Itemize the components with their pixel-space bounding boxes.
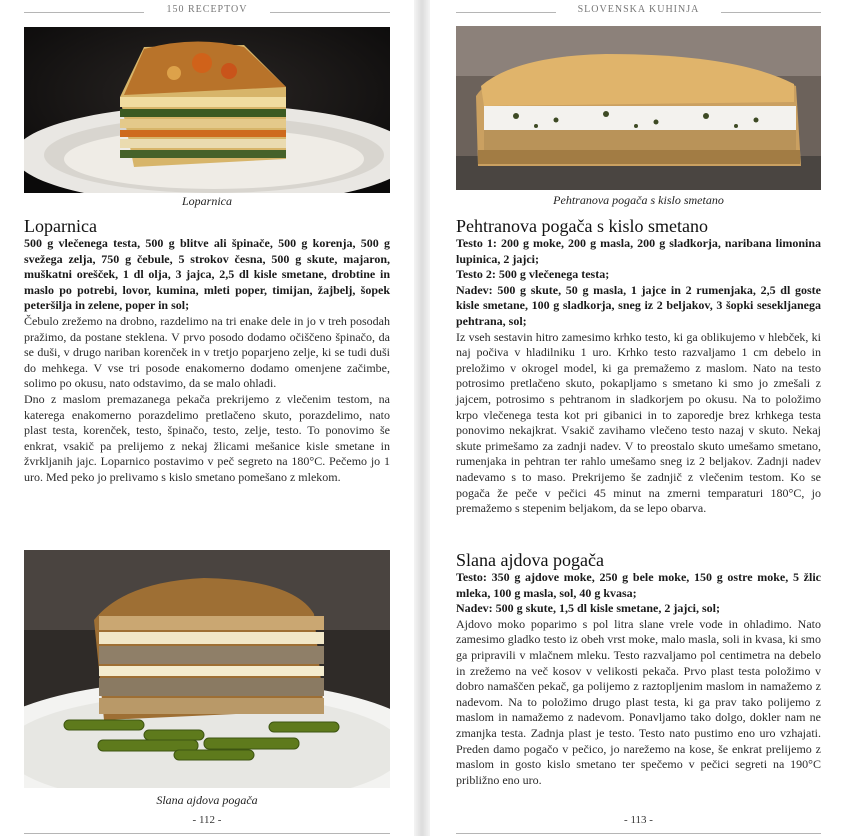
recipe-ingredients: Nadev: 500 g skute, 50 g masla, 1 jajce in 2 rumenjaka, 2,5 dl goste kisle smetane, 100 g sladkorja, sneg iz 2 beljakov, 3 šopki sesekljanega pehtrana, sol; [456, 282, 821, 328]
ajdova-pogaca-illustration [24, 550, 390, 788]
pehtranova-pogaca-photo [456, 26, 821, 190]
footer-rule-left [24, 833, 390, 834]
page-number-right: - 113 - [624, 814, 653, 826]
loparnica-illustration [24, 27, 390, 193]
recipe-ingredients: Testo 2: 500 g vlečenega testa; [456, 267, 610, 282]
ajdova-pogaca-caption: Slana ajdova pogača [156, 793, 258, 807]
loparnica-photo [24, 27, 390, 193]
recipe-ingredients: Testo 1: 200 g moke, 200 g masla, 200 g sladkorja, naribana limonina lupinica, 2 jajci; [456, 236, 821, 266]
running-head-text: SLOVENSKA KUHINJA [577, 4, 700, 15]
recipe-method: Čebulo zrežemo na drobno, razdelimo na tri enake dele in jo v treh posodah pražimo, da postane steklena. V prvo posodo dodamo očiščeno špinačo, da se duši, v drugo nariban korenček in v tretjo poparjeno zelje, ki se tudi duši do mehkega. V vse tri posode enakomerno dodamo omenjene začimbe, solimo po okusu, nato odstavimo, da se malo ohladi. [24, 313, 390, 391]
recipe-slana-ajdova-pogaca [456, 550, 821, 788]
ajdova-pogaca-photo [24, 550, 390, 788]
page-number-left: - 112 - [192, 814, 222, 826]
running-head-right [456, 4, 821, 22]
recipe-method: Iz vseh sestavin hitro zamesimo krhko testo, ki ga oblikujemo v hlebček, ki naj počiva v hladilniku 1 uro. Krhko testo razvaljamo 1 cm debelo in preložimo v okrogel model, ki ga premažemo z maslom. Nato na testo potrosimo pretlačeno skuto, pokapljamo s smetano ki smo jo zmešali z jajcem, potrosimo s pehtranom in sladkorjem po okusu. Na to položimo krpo vlečenega testa kot pri gibanici in to zaporedje brez krhkega testa ponovimo nekajkrat. Vsakič zavihamo vlečeno testo nazaj v skuto. Nekaj skute primešamo za zadnji nadev. V to preostalo skuto umešamo smetano, rumenjaka in pehtran ter rahlo umešamo sneg iz 2 beljakov. Zadnji nadev nadevamo s to maso. Prekrijemo še zadnjič z vlečenim testom. Ko se pogača že peče v pečici 45 minut na zmerni temparaturi 180°C, jo premažemo s stepenim beljakom, da se lepo obarva. [456, 329, 821, 516]
pehtranova-pogaca-caption: Pehtranova pogača s kislo smetano [553, 193, 724, 207]
recipe-ingredients: Testo: 350 g ajdove moke, 250 g bele moke, 150 g ostre moke, 5 žlic mleka, 100 g masla, sol, 40 g kvasa; [456, 570, 821, 600]
recipe-title: Pehtranova pogača s kislo smetano [456, 216, 708, 236]
left-page [0, 0, 414, 836]
recipe-method: Dno z maslom premazanega pekača prekrijemo z vlečenim testom, na katerega enakomerno porazdelimo pretlačeno skuto, porazdelimo, nato plast testa, korenček, testo, špinačo, testo, zelje, testo. To ponovimo še enkrat, vsakič pa prelijemo z nekaj žlicami mešanice kisle smetane in žvrkljanih jajc. Loparnico postavimo v peč segreto na 180°C. Pečemo jo 1 uro. Med peko jo prelivamo s kislo smetano pomešano z mlekom. [24, 391, 390, 484]
book-gutter [414, 0, 430, 836]
recipe-pehtranova-pogaca [456, 216, 821, 517]
recipe-method: Ajdovo moko poparimo s pol litra slane vrele vode in ohladimo. Nato zamesimo gladko testo iz obeh vrst moke, malo masla, soli in kvasa, ki smo ga pripravili v mlačnem mleku. Testo razvaljamo pol centimetra na debelo in zrežemo na več kosov v velikosti pekača. Prvo plast testa položimo v dobro namaščen pekač, ga polijemo z raztopljenim maslom in namažemo z nadevom. Na to položimo drugo plast testa, ki ga prav tako polijemo z maslom in namažemo z nadevom. Ponavljamo tako dolgo, dokler nam ne zmanjka testa. Zadnja plast je testo. Testo nato pustimo eno uro vzhajati. Preden damo pogačo v pečico, jo narežemo na kose, še enkrat prelijemo z maslom in gosto kislo smetano ter spečemo v pečici segreti na 190°C približno eno uro. [456, 616, 821, 787]
loparnica-caption: Loparnica [181, 194, 232, 208]
recipe-title: Loparnica [24, 216, 97, 236]
recipe-ingredients: 500 g vlečenega testa, 500 g blitve ali špinače, 500 g korenja, 500 g svežega zelja, 750 g čebule, 5 strokov česna, 500 g skute, majaron, muškatni orešček, 1 dl olja, 3 jajca, 2,5 dl kisle smetane, drobtine in maslo po potrebi, lovor, kumina, mleti poper, timijan, žajbelj, šopek peteršilja in zelene, poper in sol; [24, 236, 390, 313]
recipe-title: Slana ajdova pogača [456, 550, 604, 570]
right-page [430, 0, 846, 836]
recipe-loparnica [24, 216, 390, 486]
pehtranova-pogaca-illustration [456, 26, 821, 190]
running-head-text: 150 RECEPTOV [166, 4, 248, 15]
footer-rule-right [456, 833, 821, 834]
recipe-ingredients: Nadev: 500 g skute, 1,5 dl kisle smetane, 2 jajci, sol; [456, 601, 720, 616]
running-head-left [24, 4, 390, 22]
